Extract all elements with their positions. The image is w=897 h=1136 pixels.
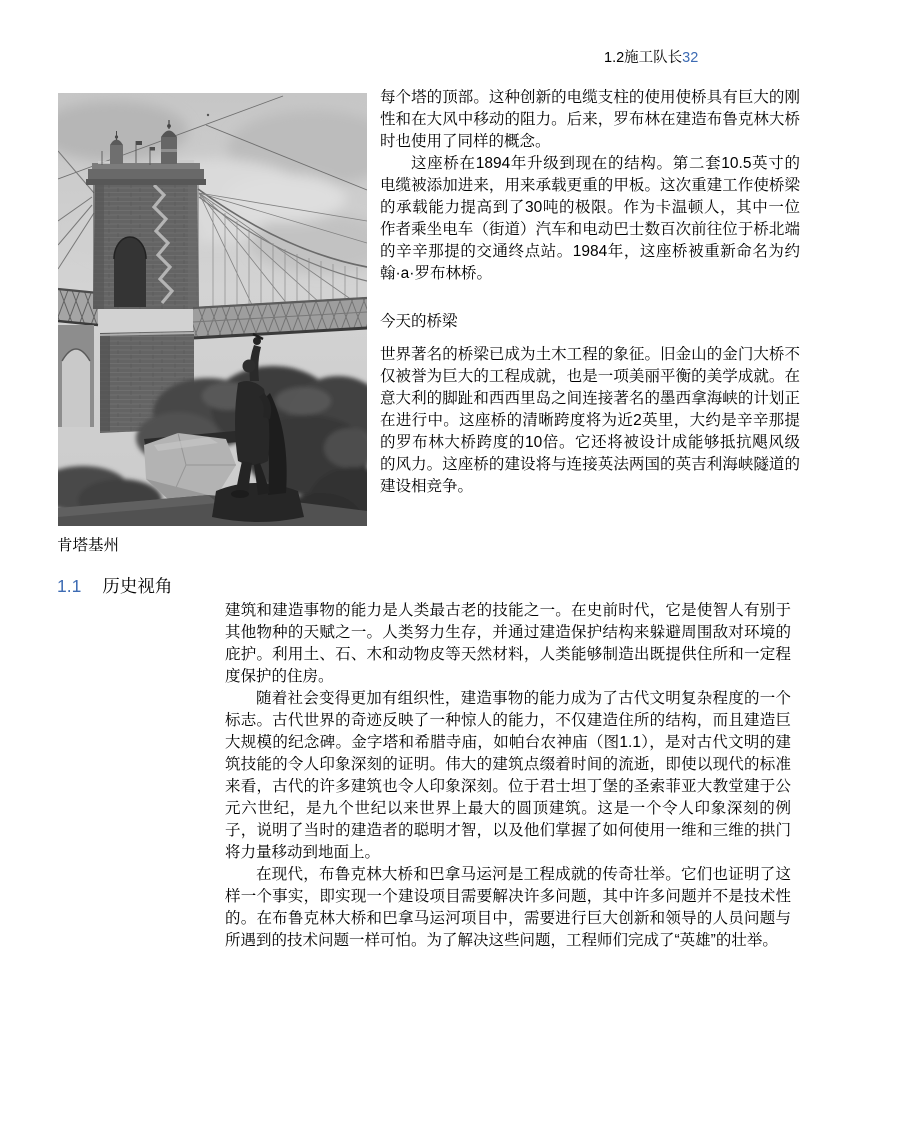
header-page-link[interactable]: 32 <box>682 50 699 66</box>
paragraph-history-2: 随着社会变得更加有组织性，建造事物的能力成为了古代文明复杂程度的一个标志。古代世界的奇迹反映了一种惊人的能力，不仅建造住所的结构，而且建造巨大规模的纪念碑。金字塔和希腊寺庙，如帕台农神庙（图1.1），是对古代文明的建筑技能的令人印象深刻的证明。伟大的建筑点缀着时间的流逝，即使以现代的标准来看，古代的许多建筑也令人印象深刻。位于君士坦丁堡的圣索菲亚大教堂建于公元六世纪，是九个世纪以来世界上最大的圆顶建筑。这是一个令人印象深刻的例子，说明了当时的建造者的聪明才智，以及他们掌握了如何使用一维和三维的拱门将力量移动到地面上。 <box>225 690 791 861</box>
header-section-number: 1.2 <box>604 50 625 66</box>
running-header <box>604 50 698 67</box>
bridge-photo <box>58 93 367 526</box>
photo-left-arch <box>58 325 94 427</box>
section-body-column <box>225 600 791 952</box>
header-section-title: 施工队长 <box>624 50 683 66</box>
paragraph-tower-top: 每个塔的顶部。这种创新的电缆支柱的使用使桥具有巨大的刚性和在大风中移动的阻力。后来，罗布林在建造布鲁克林大桥时也使用了同样的概念。 <box>380 89 800 150</box>
photo-caption: 肯塔基州 <box>57 537 120 554</box>
paragraph-todays-bridges: 世界著名的桥梁已成为土木工程的象征。旧金山的金门大桥不仅被誉为巨大的工程成就，也是一项美丽平衡的美学成就。在意大利的脚趾和西西里岛之间连接著名的墨西拿海峡的计划正在进行中。这座桥的清晰跨度将为近2英里，大约是辛辛那提的罗布林大桥跨度的10倍。它还将被设计成能够抵抗飓风级的风力。这座桥的建设将与连接英法两国的英吉利海峡隧道的建设相竞争。 <box>380 346 800 495</box>
section-number: 1.1 <box>57 576 82 596</box>
paragraph-history-1: 建筑和建造事物的能力是人类最古老的技能之一。在史前时代，它是使智人有别于其他物种的天赋之一。人类努力生存，并通过建造保护结构来躲避周围敌对环境的庇护。利用土、石、木和动物皮等天然材料，人类能够制造出既提供住所和一定程度保护的住房。 <box>225 602 791 685</box>
paragraph-bridge-1894: 这座桥在1894年升级到现在的结构。第二套10.5英寸的电缆被添加进来，用来承载更重的甲板。这次重建工作使桥梁的承载能力提高到了30吨的极限。作为卡温顿人，其中一位作者乘坐电车（街道）汽车和电动巴士数百次前往位于桥北端的辛辛那提的交通终点站。1984年，这座桥被重新命名为约翰·a·罗布林桥。 <box>380 155 800 282</box>
section-heading <box>57 575 172 598</box>
section-title: 历史视角 <box>102 576 173 596</box>
photo-left-truss <box>58 289 98 325</box>
paragraph-history-3: 在现代，布鲁克林大桥和巴拿马运河是工程成就的传奇壮举。它们也证明了这样一个事实，即实现一个建设项目需要解决许多问题，其中许多问题并不是技术性的。在布鲁克林大桥和巴拿马运河项目中，需要进行巨大创新和领导的人员问题与所遇到的技术问题一样可怕。为了解决这些问题，工程师们完成了“英雄”的壮举。 <box>225 866 791 949</box>
bridge-photo-illustration <box>58 93 367 526</box>
subheading-todays-bridges: 今天的桥梁 <box>380 313 458 330</box>
intro-text-column <box>380 87 800 498</box>
